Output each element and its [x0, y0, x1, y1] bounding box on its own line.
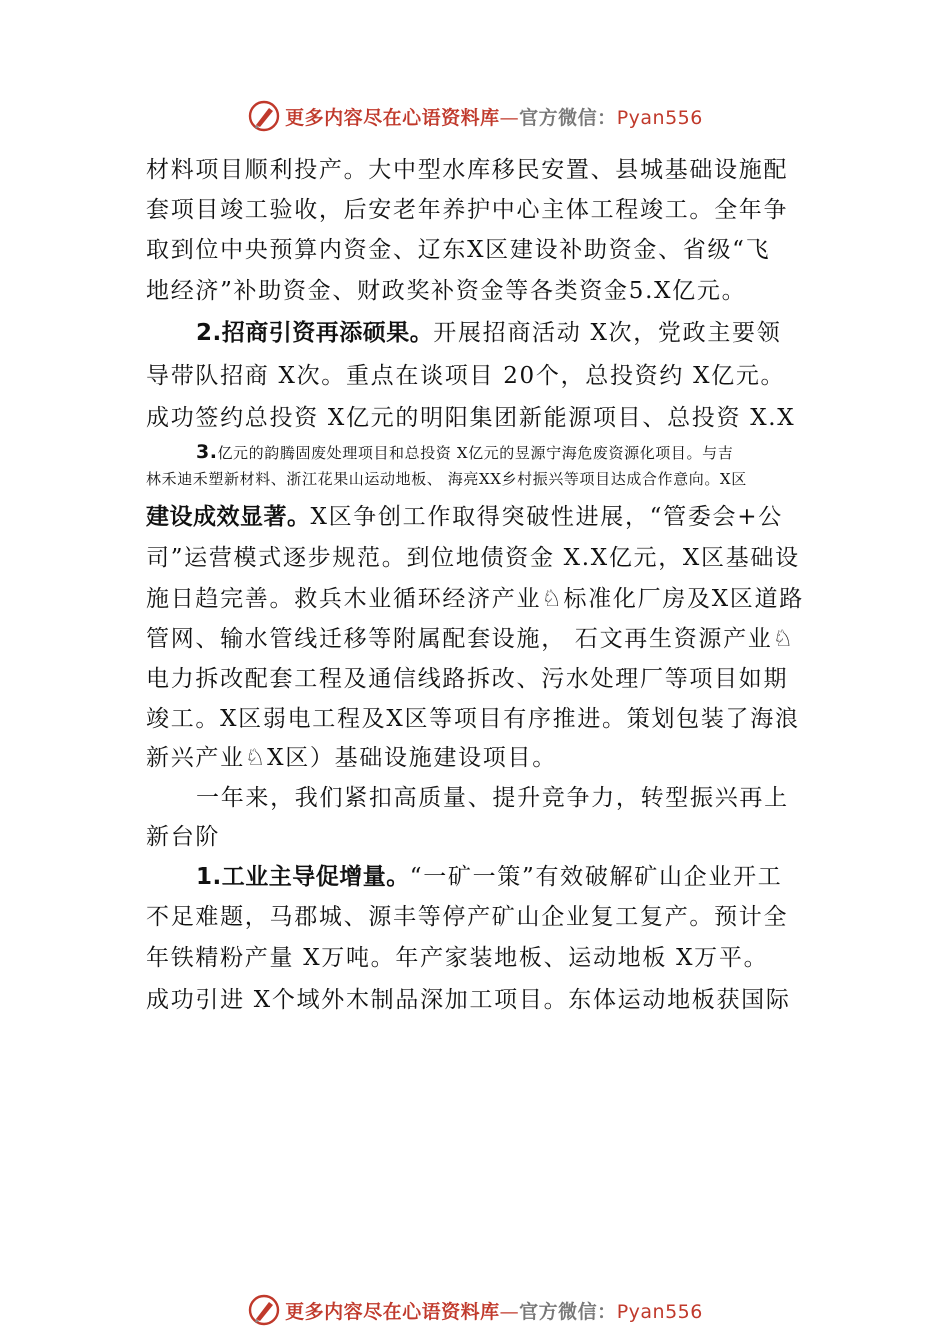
line-text: 不足难题，马郡城、源丰等停产矿山企业复工复产。预计全 — [146, 904, 789, 930]
text-line — [196, 778, 826, 818]
watermark-wechat-id: Pyan556 — [616, 1300, 703, 1323]
paragraph-heading-line — [196, 313, 826, 353]
small-text-line — [196, 440, 826, 464]
paragraph-number: 3. — [196, 441, 218, 463]
line-text: 电力拆改配套工程及通信线路拆改、污水处理厂等项目如期 — [146, 666, 789, 692]
text-line — [146, 817, 826, 857]
text-line — [146, 980, 826, 1020]
line-text: 林禾迪禾塑新材料、浙江花果山运动地板、 海亮XX乡村振兴等项目达成合作意向。X区 — [146, 470, 747, 488]
text-line — [146, 897, 826, 937]
line-text: 施日趋完善。救兵木业循环经济产业♘标准化厂房及X区道路 — [146, 586, 804, 612]
text-line — [146, 738, 826, 778]
paragraph-heading: 建设成效显著。 — [146, 504, 311, 530]
paragraph-heading-line — [196, 857, 826, 897]
paragraph-heading-line — [146, 497, 826, 537]
watermark-banner-bottom — [0, 1290, 950, 1330]
text-line — [146, 699, 826, 739]
line-text: 新台阶 — [146, 824, 221, 850]
paragraph-heading: 2.招商引资再添硕果。 — [196, 320, 434, 346]
text-line — [146, 230, 826, 270]
text-line — [146, 398, 826, 438]
watermark-separator: — — [499, 1300, 520, 1323]
line-text: 导带队招商 X次。重点在谈项目 20个，总投资约 X亿元。 — [146, 363, 786, 389]
line-text: 套项目竣工验收，后安老年养护中心主体工程竣工。全年争 — [146, 197, 789, 223]
line-text: 成功签约总投资 X亿元的明阳集团新能源项目、总投资 X.X — [146, 405, 796, 431]
line-text: “一矿一策”有效破解矿山企业开工 — [409, 864, 783, 890]
pen-logo-icon — [247, 1293, 281, 1327]
line-text: 司”运营模式逐步规范。到位地债资金 X.X亿元，X区基础设 — [146, 545, 800, 571]
line-text: 成功引进 X个域外木制品深加工项目。东体运动地板获国际 — [146, 987, 791, 1013]
watermark-prefix: 更多内容尽在心语资料库 — [285, 1300, 500, 1323]
text-line — [146, 190, 826, 230]
watermark-banner-top — [0, 96, 950, 136]
text-line — [146, 938, 826, 978]
line-text: 一年来，我们紧扣高质量、提升竞争力，转型振兴再上 — [196, 785, 789, 811]
text-line — [146, 271, 826, 311]
text-line — [146, 619, 826, 659]
line-text: 材料项目顺利投产。大中型水库移民安置、县城基础设施配 — [146, 157, 789, 183]
line-text: 新兴产业♘X区）基础设施建设项目。 — [146, 745, 557, 771]
text-line — [146, 659, 826, 699]
text-line — [146, 356, 826, 396]
watermark-suffix: 官方微信： — [519, 1300, 617, 1323]
watermark-suffix: 官方微信： — [519, 106, 617, 129]
paragraph-heading: 1.工业主导促增量。 — [196, 864, 410, 890]
small-text-line — [146, 467, 826, 491]
text-line — [146, 150, 826, 190]
line-text: 竣工。X区弱电工程及X区等项目有序推进。策划包装了海浪 — [146, 706, 800, 732]
line-text: 年铁精粉产量 X万吨。年产家装地板、运动地板 X万平。 — [146, 945, 769, 971]
line-text: 取到位中央预算内资金、辽东X区建设补助资金、省级“飞 — [146, 237, 771, 263]
text-line — [146, 538, 826, 578]
watermark-prefix: 更多内容尽在心语资料库 — [285, 106, 500, 129]
line-text: X区争创工作取得突破性进展，“管委会+公 — [310, 504, 783, 530]
watermark-separator: — — [499, 106, 520, 129]
line-text: 开展招商活动 X次，党政主要领 — [433, 320, 782, 346]
line-text: 管网、输水管线迁移等附属配套设施， 石文再生资源产业♘ — [146, 626, 795, 652]
line-text: 亿元的韵腾固废处理项目和总投资 X亿元的昱源宁海危废资源化项目。与吉 — [217, 444, 734, 462]
text-line — [146, 579, 826, 619]
line-text: 地经济”补助资金、财政奖补资金等各类资金5.X亿元。 — [146, 278, 747, 304]
watermark-wechat-id: Pyan556 — [616, 106, 703, 129]
pen-logo-icon — [247, 99, 281, 133]
